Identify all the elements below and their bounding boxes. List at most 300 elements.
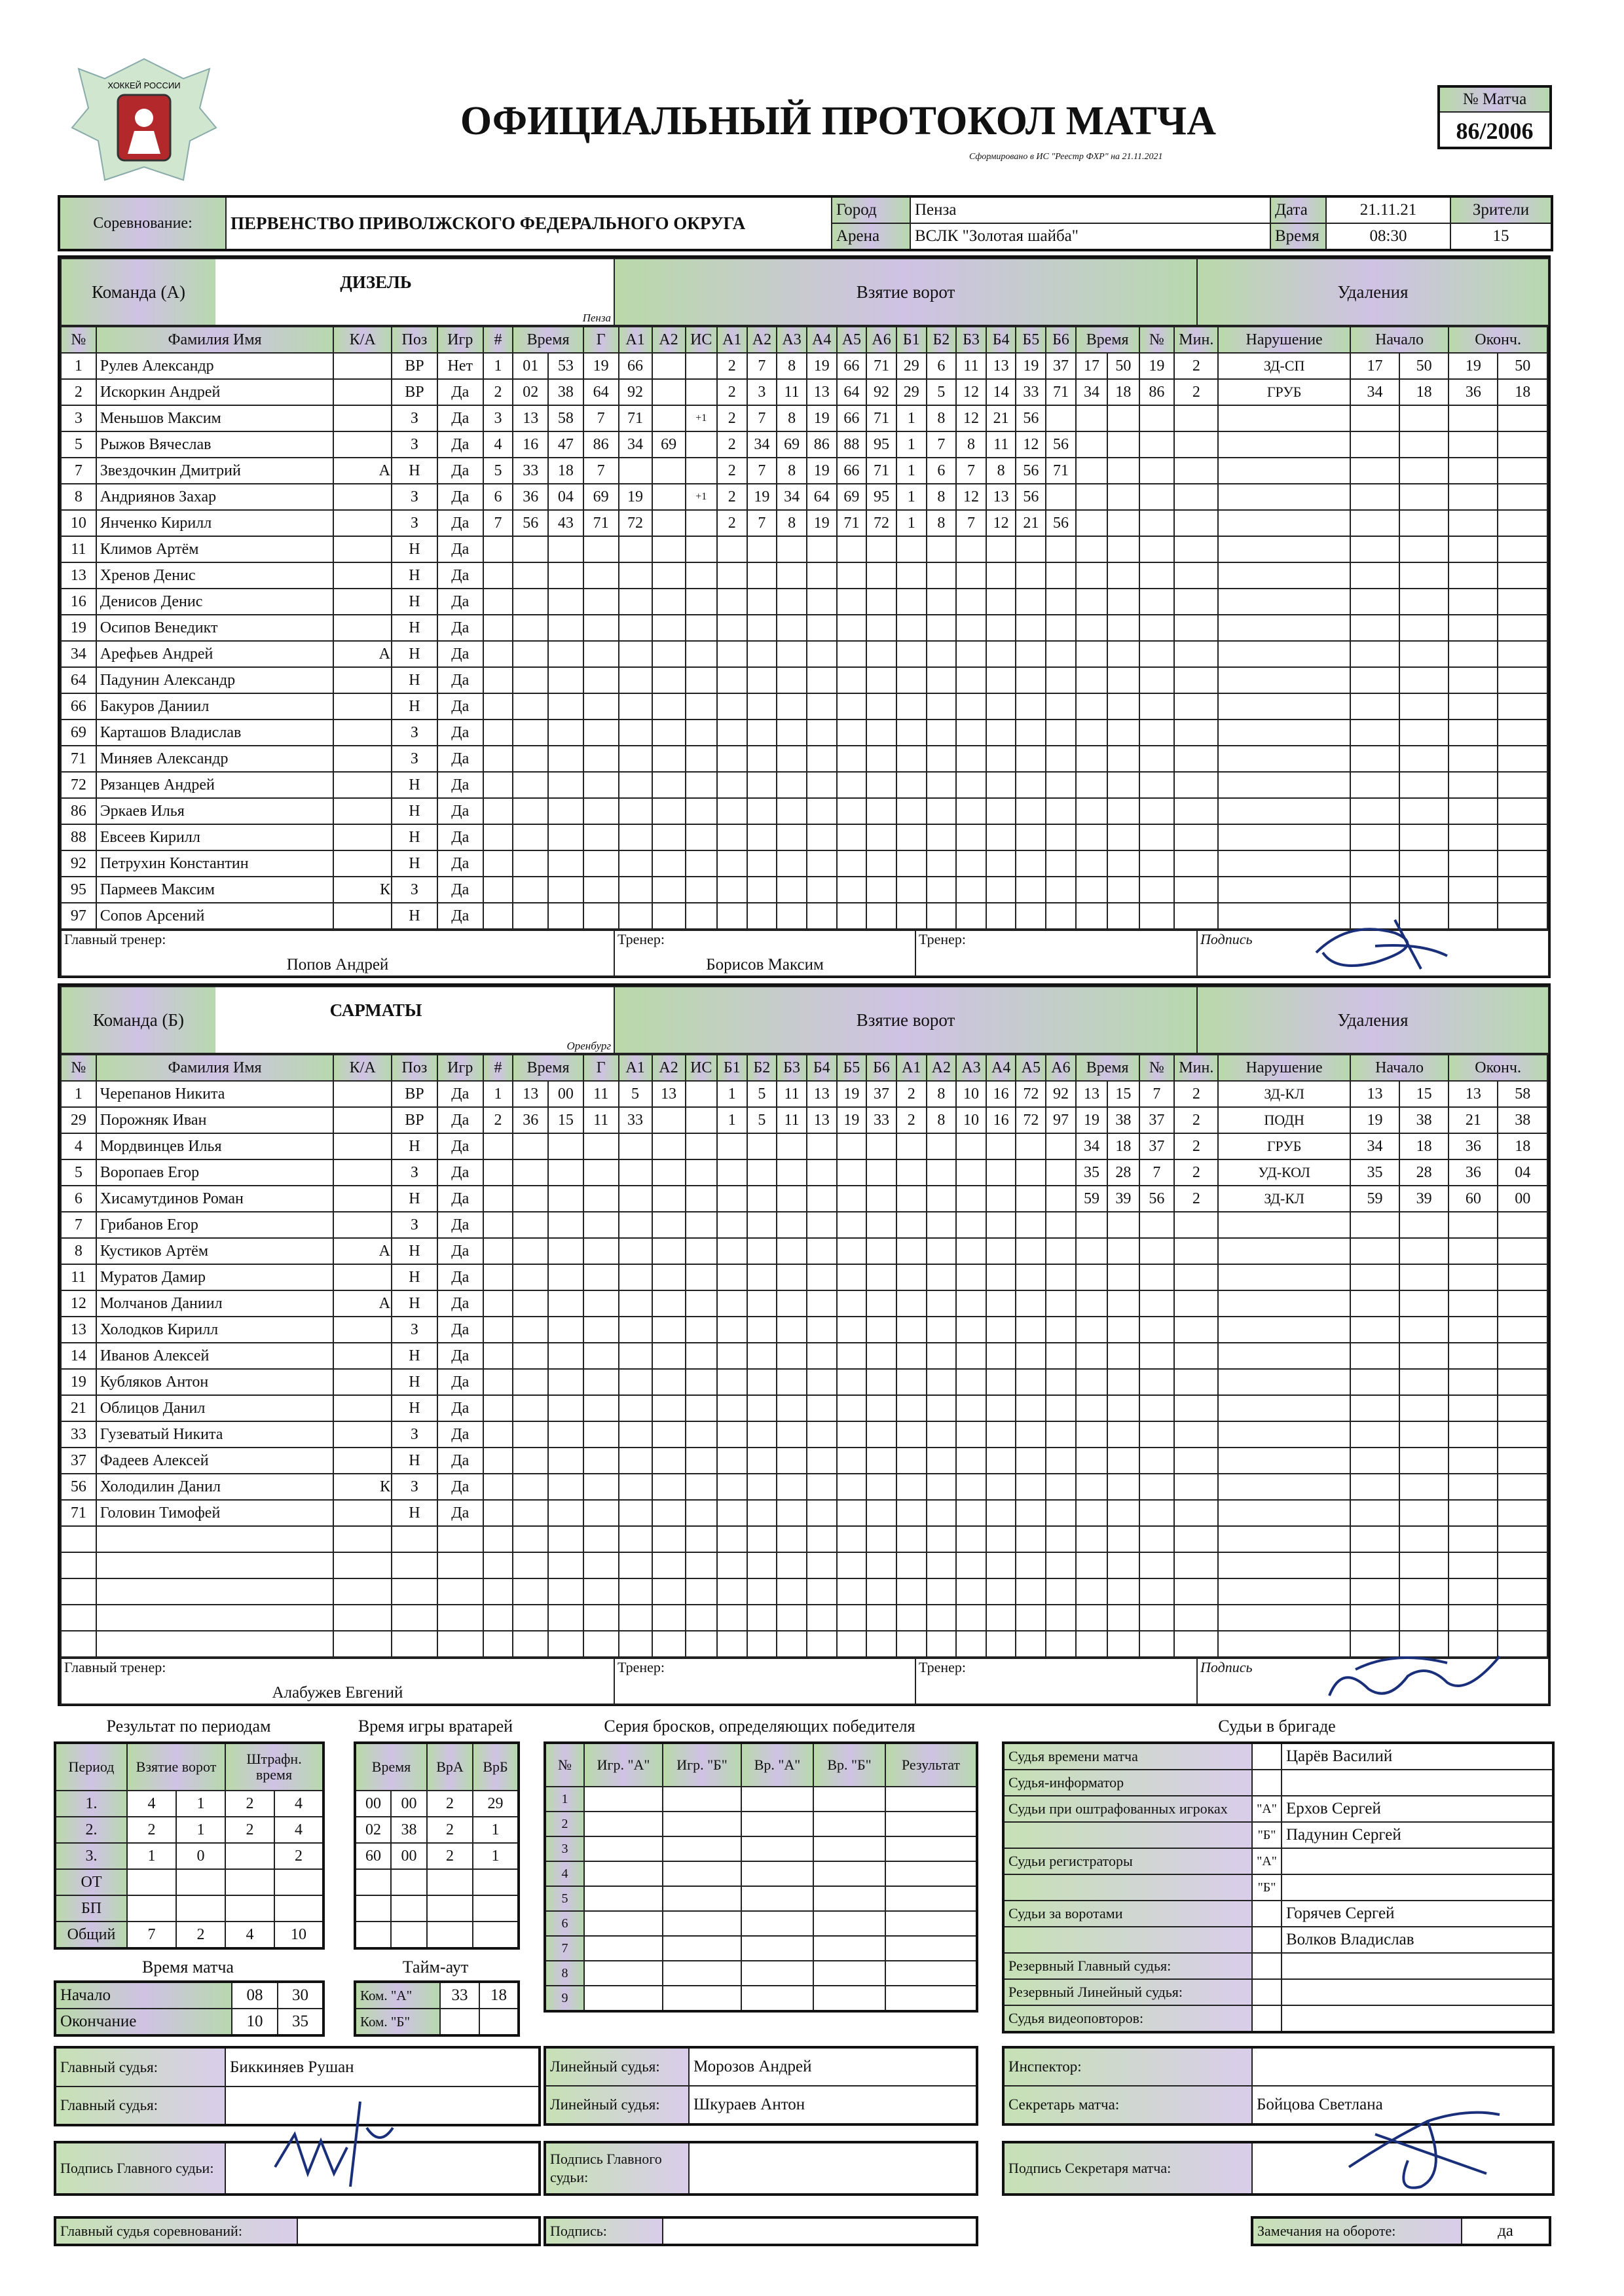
pen-offense xyxy=(1218,1500,1350,1526)
pen-end-second xyxy=(1498,1290,1547,1317)
ref-signature-label: Подпись Главного судьи: xyxy=(55,2142,225,2195)
player-position: Н xyxy=(392,1133,437,1159)
goal-onice-opp xyxy=(956,667,986,693)
goal-onice-opp: 5 xyxy=(927,379,957,405)
pen-player xyxy=(1139,1500,1175,1526)
goal-index: 1 xyxy=(483,353,513,379)
pen-duration xyxy=(1174,667,1218,693)
arena-value: ВСЛК "Золотая шайба" xyxy=(910,223,1270,250)
pen-end-minute xyxy=(1449,1264,1498,1290)
player-captain-mark xyxy=(333,1552,392,1578)
goalie-value: 29 xyxy=(473,1791,519,1817)
goal-onice-own xyxy=(747,1421,777,1448)
goal-onice-opp xyxy=(986,641,1016,667)
team-b-coach-signature xyxy=(1316,1637,1513,1709)
goal-onice-own xyxy=(807,667,837,693)
pen-duration xyxy=(1174,1421,1218,1448)
date-label: Дата xyxy=(1270,196,1326,223)
goal-minute: 13 xyxy=(513,1081,548,1107)
shootout-cell xyxy=(885,1961,977,1986)
goal-onice-opp: 56 xyxy=(1016,458,1046,484)
team_a-col-onice-opp: Б5 xyxy=(1016,327,1046,353)
period-row xyxy=(55,1843,323,1869)
goal-onice-own xyxy=(777,850,807,877)
crew-name: Волков Владислав xyxy=(1282,1927,1553,1953)
shootout-row xyxy=(545,1961,977,1986)
team-b-section xyxy=(58,983,1551,1706)
pen-player xyxy=(1139,746,1175,772)
goal-onice-own xyxy=(747,1186,777,1212)
pen-offense xyxy=(1218,1264,1350,1290)
goal-index xyxy=(483,1317,513,1343)
goal-onice-own: 8 xyxy=(777,353,807,379)
player-number: 19 xyxy=(61,1369,96,1395)
pen-end-second: 50 xyxy=(1498,353,1547,379)
player-number: 71 xyxy=(61,746,96,772)
pen-end-minute xyxy=(1449,589,1498,615)
goal-onice-opp xyxy=(1046,1212,1076,1238)
goal-onice-opp xyxy=(1046,1238,1076,1264)
goal-second xyxy=(548,1159,583,1186)
goal-onice-opp xyxy=(1016,1343,1046,1369)
shootout-col: Игр. "А" xyxy=(584,1743,663,1787)
period-value xyxy=(225,1869,274,1895)
team_b-player-row xyxy=(61,1526,1547,1552)
goal-index xyxy=(483,1421,513,1448)
player-position: Н xyxy=(392,562,437,589)
goal-assist1: 66 xyxy=(619,353,652,379)
goal-index xyxy=(483,746,513,772)
goal-assist2 xyxy=(652,1474,686,1500)
goal-minute xyxy=(513,641,548,667)
player-name: Холодков Кирилл xyxy=(96,1317,334,1343)
goal-assist1 xyxy=(619,693,652,720)
goal-onice-opp xyxy=(956,1264,986,1290)
period-value: 2 xyxy=(274,1843,323,1869)
goal-onice-own xyxy=(777,667,807,693)
crew-name xyxy=(1282,1953,1553,1979)
goal-onice-opp xyxy=(956,772,986,798)
goal-situation xyxy=(686,1448,717,1474)
goal-assist1 xyxy=(619,1578,652,1605)
goal-assist2 xyxy=(652,1133,686,1159)
team_a-col-onice-own: А4 xyxy=(807,327,837,353)
crew-name: Падунин Сергей xyxy=(1282,1822,1553,1848)
goal-scorer xyxy=(583,1448,619,1474)
goal-scorer xyxy=(583,536,619,562)
goal-second xyxy=(548,693,583,720)
player-name xyxy=(96,1605,334,1631)
team_b-head-coach-cell xyxy=(61,1658,614,1704)
goal-onice-own xyxy=(866,1395,896,1421)
goal-onice-opp xyxy=(956,1552,986,1578)
goal-onice-own xyxy=(747,536,777,562)
goal-situation xyxy=(686,1578,717,1605)
goal-onice-own xyxy=(717,1290,747,1317)
goal-situation xyxy=(686,1631,717,1657)
goal-onice-opp xyxy=(927,1578,957,1605)
team_a-player-row xyxy=(61,458,1547,484)
pen-end-second xyxy=(1498,1526,1547,1552)
goal-onice-own xyxy=(807,824,837,850)
team_a-goals-title: Взятие ворот xyxy=(614,259,1197,325)
ref-signature-label-2: Подпись Главного судьи: xyxy=(545,2142,689,2195)
goal-onice-opp xyxy=(1016,667,1046,693)
goal-onice-opp xyxy=(927,1212,957,1238)
player-captain-mark xyxy=(333,1369,392,1395)
shootout-cell xyxy=(741,1961,813,1986)
goal-onice-opp xyxy=(896,746,927,772)
player-name: Янченко Кирилл xyxy=(96,510,334,536)
goal-onice-own xyxy=(807,1212,837,1238)
goal-onice-opp xyxy=(1016,1448,1046,1474)
player-position: З xyxy=(392,405,437,431)
pen-end-second: 18 xyxy=(1498,1133,1547,1159)
player-captain-mark xyxy=(333,510,392,536)
player-number: 69 xyxy=(61,720,96,746)
team_b-player-row xyxy=(61,1369,1547,1395)
goal-onice-opp xyxy=(896,1159,927,1186)
goal-situation xyxy=(686,720,717,746)
goalie-value xyxy=(427,1869,473,1895)
goal-assist2 xyxy=(652,1605,686,1631)
goal-assist2 xyxy=(652,589,686,615)
player-number: 12 xyxy=(61,1290,96,1317)
goal-onice-opp xyxy=(1046,1552,1076,1578)
goal-onice-opp xyxy=(896,1317,927,1343)
pen-duration xyxy=(1174,1474,1218,1500)
goal-onice-opp xyxy=(1046,1264,1076,1290)
goalies-col-b: ВрБ xyxy=(473,1743,519,1791)
player-number: 19 xyxy=(61,615,96,641)
goal-onice-opp xyxy=(1046,1526,1076,1552)
player-captain-mark xyxy=(333,1395,392,1421)
goal-onice-opp xyxy=(927,1421,957,1448)
pen-end-second xyxy=(1498,405,1547,431)
pen-duration xyxy=(1174,405,1218,431)
goal-onice-opp: 12 xyxy=(956,484,986,510)
goal-index xyxy=(483,1133,513,1159)
goal-second xyxy=(548,1290,583,1317)
team_b-label: Команда (Б) xyxy=(62,987,215,1053)
goal-onice-own xyxy=(837,615,867,641)
team_a-player-row xyxy=(61,667,1547,693)
goal-onice-own xyxy=(837,667,867,693)
shootout-cell xyxy=(813,1961,885,1986)
goal-onice-opp xyxy=(1046,693,1076,720)
team_b-col-onice-own: Б6 xyxy=(866,1055,896,1081)
player-number: 10 xyxy=(61,510,96,536)
crew-role xyxy=(1003,1874,1252,1901)
pen-end-minute xyxy=(1449,667,1498,693)
crew-name xyxy=(1282,1874,1553,1901)
goal-onice-own: 11 xyxy=(777,1107,807,1133)
goal-situation xyxy=(686,1421,717,1448)
player-captain-mark xyxy=(333,1343,392,1369)
time-label: Время xyxy=(1270,223,1326,250)
player-name: Головин Тимофей xyxy=(96,1500,334,1526)
pen-minute xyxy=(1076,798,1107,824)
team_b-col-goal-scorer: Г xyxy=(583,1055,619,1081)
goal-onice-opp xyxy=(956,1474,986,1500)
goal-onice-own: 19 xyxy=(807,353,837,379)
goal-assist1 xyxy=(619,1421,652,1448)
goal-onice-own xyxy=(807,720,837,746)
team_a-coach-name: Борисов Максим xyxy=(706,956,824,974)
goal-onice-own xyxy=(717,1474,747,1500)
pen-player xyxy=(1139,431,1175,458)
player-captain-mark xyxy=(333,667,392,693)
pen-duration xyxy=(1174,1578,1218,1605)
goal-assist1 xyxy=(619,458,652,484)
goal-onice-opp xyxy=(1016,536,1046,562)
goal-onice-opp xyxy=(896,589,927,615)
pen-duration xyxy=(1174,562,1218,589)
shootout-cell xyxy=(885,1986,977,2011)
shootout-cell xyxy=(663,1911,741,1936)
goal-scorer xyxy=(583,1474,619,1500)
player-played: Да xyxy=(437,1474,483,1500)
team_a-coach2-label: Тренер: xyxy=(919,931,967,947)
pen-player xyxy=(1139,458,1175,484)
pen-duration xyxy=(1174,641,1218,667)
team_b-col-onice-own: Б2 xyxy=(747,1055,777,1081)
goal-onice-opp xyxy=(1016,1290,1046,1317)
crew-role: Судья времени матча xyxy=(1003,1743,1252,1770)
shootout-cell xyxy=(663,1886,741,1911)
goal-onice-opp xyxy=(1016,1474,1046,1500)
goal-assist1 xyxy=(619,824,652,850)
team_a-player-row xyxy=(61,746,1547,772)
goal-index xyxy=(483,720,513,746)
goal-onice-opp xyxy=(1046,798,1076,824)
pen-start-second xyxy=(1399,1395,1449,1421)
team_b-col-pen-time: Время xyxy=(1076,1055,1139,1081)
player-position: Н xyxy=(392,1343,437,1369)
goal-scorer xyxy=(583,615,619,641)
spectators-label: Зрители xyxy=(1450,196,1552,223)
player-position: З xyxy=(392,484,437,510)
pen-end-second xyxy=(1498,615,1547,641)
player-captain-mark: А xyxy=(333,1290,392,1317)
goal-onice-opp xyxy=(956,1631,986,1657)
pen-end-second xyxy=(1498,1605,1547,1631)
goal-onice-own xyxy=(807,850,837,877)
pen-minute xyxy=(1076,903,1107,929)
line2-name: Шкураев Антон xyxy=(689,2086,977,2124)
goal-onice-own xyxy=(837,1526,867,1552)
team_a-col-pen-offense: Нарушение xyxy=(1218,327,1350,353)
team_b-player-row xyxy=(61,1474,1547,1500)
pen-end-second xyxy=(1498,850,1547,877)
goal-onice-opp xyxy=(1046,746,1076,772)
period-value xyxy=(127,1869,176,1895)
goal-onice-own xyxy=(717,1238,747,1264)
goal-onice-opp xyxy=(986,1186,1016,1212)
pen-offense xyxy=(1218,1395,1350,1421)
goal-minute xyxy=(513,1474,548,1500)
goal-onice-opp xyxy=(986,615,1016,641)
goal-situation xyxy=(686,798,717,824)
city-label: Город xyxy=(832,196,910,223)
team_b-player-row xyxy=(61,1212,1547,1238)
pen-minute: 34 xyxy=(1076,1133,1107,1159)
pen-duration xyxy=(1174,1290,1218,1317)
team_a-col-name: Фамилия Имя xyxy=(96,327,334,353)
goal-onice-own xyxy=(807,1186,837,1212)
goal-onice-opp xyxy=(986,1159,1016,1186)
goal-onice-own xyxy=(747,1343,777,1369)
player-captain-mark xyxy=(333,1081,392,1107)
player-name: Облицов Данил xyxy=(96,1395,334,1421)
ref2-label: Главный судья: xyxy=(55,2086,225,2125)
crew-row xyxy=(1003,1874,1553,1901)
period-value xyxy=(274,1895,323,1922)
goal-onice-opp xyxy=(986,720,1016,746)
player-captain-mark xyxy=(333,824,392,850)
goal-onice-opp: 8 xyxy=(986,458,1016,484)
player-played: Да xyxy=(437,824,483,850)
pen-minute xyxy=(1076,1578,1107,1605)
pen-player: 56 xyxy=(1139,1186,1175,1212)
crew-row xyxy=(1003,1796,1553,1822)
goal-onice-own xyxy=(807,1238,837,1264)
player-position xyxy=(392,1552,437,1578)
crew-name xyxy=(1282,1979,1553,2005)
pen-start-minute xyxy=(1350,1290,1399,1317)
crew-role: Резервный Главный судья: xyxy=(1003,1953,1252,1979)
pen-start-minute xyxy=(1350,1343,1399,1369)
player-number xyxy=(61,1552,96,1578)
goal-onice-opp xyxy=(986,1605,1016,1631)
player-number: 4 xyxy=(61,1133,96,1159)
ref-signature-field-2 xyxy=(689,2142,977,2195)
pen-start-minute xyxy=(1350,667,1399,693)
goal-situation xyxy=(686,1500,717,1526)
goal-onice-own xyxy=(807,1448,837,1474)
pen-second xyxy=(1107,1317,1139,1343)
goal-onice-opp: 19 xyxy=(1016,353,1046,379)
pen-second xyxy=(1107,510,1139,536)
pen-start-second xyxy=(1399,641,1449,667)
pen-offense: ЗД-КЛ xyxy=(1218,1081,1350,1107)
goal-onice-opp xyxy=(896,1552,927,1578)
goal-onice-own xyxy=(837,1212,867,1238)
player-played: Да xyxy=(437,877,483,903)
team_a-signature-label: Подпись xyxy=(1200,931,1253,947)
match-time-title: Время матча xyxy=(142,1958,234,1977)
goal-onice-opp xyxy=(986,1212,1016,1238)
pen-end-minute xyxy=(1449,1578,1498,1605)
goal-index: 6 xyxy=(483,484,513,510)
pen-start-minute xyxy=(1350,562,1399,589)
pen-start-minute xyxy=(1350,824,1399,850)
pen-start-second xyxy=(1399,798,1449,824)
goal-scorer xyxy=(583,798,619,824)
shootout-cell xyxy=(885,1911,977,1936)
goal-assist1: 92 xyxy=(619,379,652,405)
pen-offense: ГРУБ xyxy=(1218,1133,1350,1159)
goal-minute: 36 xyxy=(513,484,548,510)
goal-onice-opp: 1 xyxy=(896,431,927,458)
goal-onice-opp xyxy=(1016,615,1046,641)
goal-assist1 xyxy=(619,1212,652,1238)
pen-end-second: 18 xyxy=(1498,379,1547,405)
team_b-col-pen-minutes: Мин. xyxy=(1174,1055,1218,1081)
team_b-col-onice-own: Б4 xyxy=(807,1055,837,1081)
pen-duration xyxy=(1174,693,1218,720)
goal-onice-own xyxy=(837,1578,867,1605)
pen-player xyxy=(1139,1212,1175,1238)
goal-onice-opp: 1 xyxy=(896,405,927,431)
pen-duration xyxy=(1174,1264,1218,1290)
goal-onice-own xyxy=(777,1186,807,1212)
pen-second xyxy=(1107,431,1139,458)
goal-onice-opp xyxy=(927,562,957,589)
goal-onice-own: 19 xyxy=(807,405,837,431)
shootout-cell xyxy=(584,1861,663,1886)
goal-onice-opp: 2 xyxy=(896,1081,927,1107)
goal-onice-own xyxy=(777,877,807,903)
pen-end-minute xyxy=(1449,903,1498,929)
goal-second xyxy=(548,1631,583,1657)
goal-onice-own xyxy=(717,850,747,877)
goal-onice-own xyxy=(837,1290,867,1317)
remarks-value: да xyxy=(1462,2217,1550,2245)
period-name: 3. xyxy=(55,1843,127,1869)
goal-assist2: 13 xyxy=(652,1081,686,1107)
crew-name: Царёв Василий xyxy=(1282,1743,1553,1770)
player-name: Рыжов Вячеслав xyxy=(96,431,334,458)
pen-second xyxy=(1107,1474,1139,1500)
pen-duration xyxy=(1174,903,1218,929)
pen-end-minute xyxy=(1449,1552,1498,1578)
player-played: Да xyxy=(437,1395,483,1421)
timeout-title: Тайм-аут xyxy=(402,1958,469,1977)
pen-end-minute xyxy=(1449,1290,1498,1317)
pen-start-minute xyxy=(1350,1526,1399,1552)
goal-scorer xyxy=(583,641,619,667)
team_a-player-row xyxy=(61,877,1547,903)
goal-scorer xyxy=(583,877,619,903)
goal-minute xyxy=(513,877,548,903)
period-value: 1 xyxy=(176,1791,225,1817)
player-played: Да xyxy=(437,1343,483,1369)
period-row xyxy=(55,1869,323,1895)
player-played: Да xyxy=(437,850,483,877)
goal-onice-opp xyxy=(896,1578,927,1605)
pen-player xyxy=(1139,1317,1175,1343)
player-position: З xyxy=(392,431,437,458)
shootout-cell xyxy=(813,1861,885,1886)
player-captain-mark xyxy=(333,693,392,720)
goal-onice-own xyxy=(866,850,896,877)
goal-scorer xyxy=(583,589,619,615)
goal-assist1 xyxy=(619,772,652,798)
pen-second xyxy=(1107,1552,1139,1578)
goal-assist2 xyxy=(652,850,686,877)
goal-minute: 33 xyxy=(513,458,548,484)
goal-onice-opp xyxy=(1046,1343,1076,1369)
goal-onice-opp xyxy=(956,1238,986,1264)
goal-onice-opp xyxy=(1016,641,1046,667)
goal-onice-own: 19 xyxy=(807,458,837,484)
goalie-value xyxy=(391,1895,427,1922)
goal-onice-opp: 72 xyxy=(1016,1081,1046,1107)
player-name: Бакуров Даниил xyxy=(96,693,334,720)
goal-onice-own: 64 xyxy=(807,484,837,510)
goal-onice-own xyxy=(807,1133,837,1159)
